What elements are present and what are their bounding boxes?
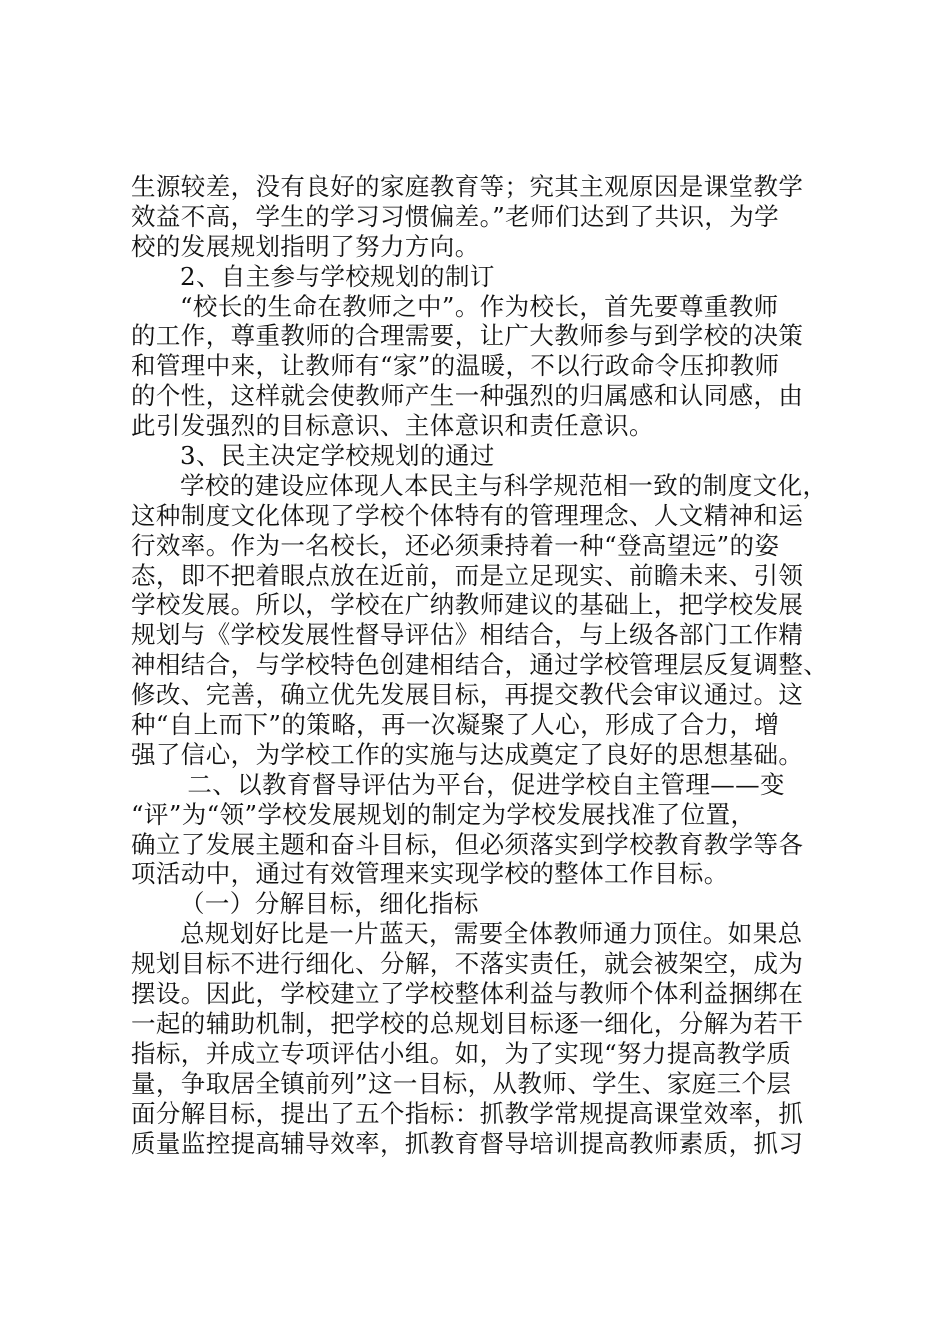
text-line: 这种制度文化体现了学校个体特有的管理理念、人文精神和运 <box>131 500 804 530</box>
text-line: 确立了发展主题和奋斗目标，但必须落实到学校教育教学等各 <box>131 829 804 859</box>
text-line: 面分解目标，提出了五个指标：抓教学常规提高课堂效率，抓 <box>131 1098 804 1128</box>
text-line: 学校的建设应体现人本民主与科学规范相一致的制度文化， <box>180 470 828 500</box>
text-line: 和管理中来，让教师有“家”的温暖，不以行政命令压抑教师 <box>131 351 780 381</box>
text-line: 规划与《学校发展性督导评估》相结合，与上级各部门工作精 <box>131 620 804 650</box>
text-line: 的个性，这样就会使教师产生一种强烈的归属感和认同感，由 <box>131 381 804 411</box>
text-line: 摆设。因此，学校建立了学校整体利益与教师个体利益捆绑在 <box>131 979 804 1009</box>
text-line: 的工作，尊重教师的合理需要，让广大教师参与到学校的决策 <box>131 321 804 351</box>
text-line: 态，即不把着眼点放在近前，而是立足现实、前瞻未来、引领 <box>131 560 804 590</box>
text-line: 质量监控提高辅导效率，抓教育督导培训提高教师素质，抓习 <box>131 1128 804 1158</box>
text-line: 规划目标不进行细化、分解，不落实责任，就会被架空，成为 <box>131 949 804 979</box>
text-line: 此引发强烈的目标意识、主体意识和责任意识。 <box>131 411 654 441</box>
text-line: 修改、完善，确立优先发展目标，再提交教代会审议通过。这 <box>131 680 804 710</box>
text-line: 一起的辅助机制，把学校的总规划目标逐一细化，分解为若干 <box>131 1008 804 1038</box>
text-line: 二、以教育督导评估为平台，促进学校自主管理——变 <box>187 769 785 799</box>
text-line: “评”为“领”学校发展规划的制定为学校发展找准了位置， <box>131 799 756 829</box>
text-line: 强了信心，为学校工作的实施与达成奠定了良好的思想基础。 <box>131 739 804 769</box>
text-line: 校的发展规划指明了努力方向。 <box>131 231 480 261</box>
text-line: 2、自主参与学校规划的制订 <box>180 261 495 291</box>
text-line: “校长的生命在教师之中”。作为校长，首先要尊重教师 <box>180 291 779 321</box>
text-line: 项活动中，通过有效管理来实现学校的整体工作目标。 <box>131 859 729 889</box>
text-line: 神相结合，与学校特色创建相结合，通过学校管理层反复调整、 <box>131 650 829 680</box>
text-line: 学校发展。所以，学校在广纳教师建议的基础上，把学校发展 <box>131 590 804 620</box>
text-line: 效益不高，学生的学习习惯偏差。”老师们达到了共识，为学 <box>131 201 780 231</box>
text-line: 行效率。作为一名校长，还必须秉持着一种“登高望远”的姿 <box>131 530 780 560</box>
text-line: （一）分解目标，细化指标 <box>180 889 479 919</box>
text-line: 生源较差，没有良好的家庭教育等；究其主观原因是课堂教学 <box>131 172 804 201</box>
text-line: 量，争取居全镇前列”这一目标，从教师、学生、家庭三个层 <box>131 1068 792 1098</box>
text-line: 总规划好比是一片蓝天，需要全体教师通力顶住。如果总 <box>180 919 803 949</box>
text-line: 指标，并成立专项评估小组。如，为了实现“努力提高教学质 <box>131 1038 792 1068</box>
document-body <box>131 172 831 1158</box>
text-line: 种“自上而下”的策略，再一次凝聚了人心，形成了合力，增 <box>131 710 780 740</box>
text-line: 3、民主决定学校规划的通过 <box>180 441 495 471</box>
